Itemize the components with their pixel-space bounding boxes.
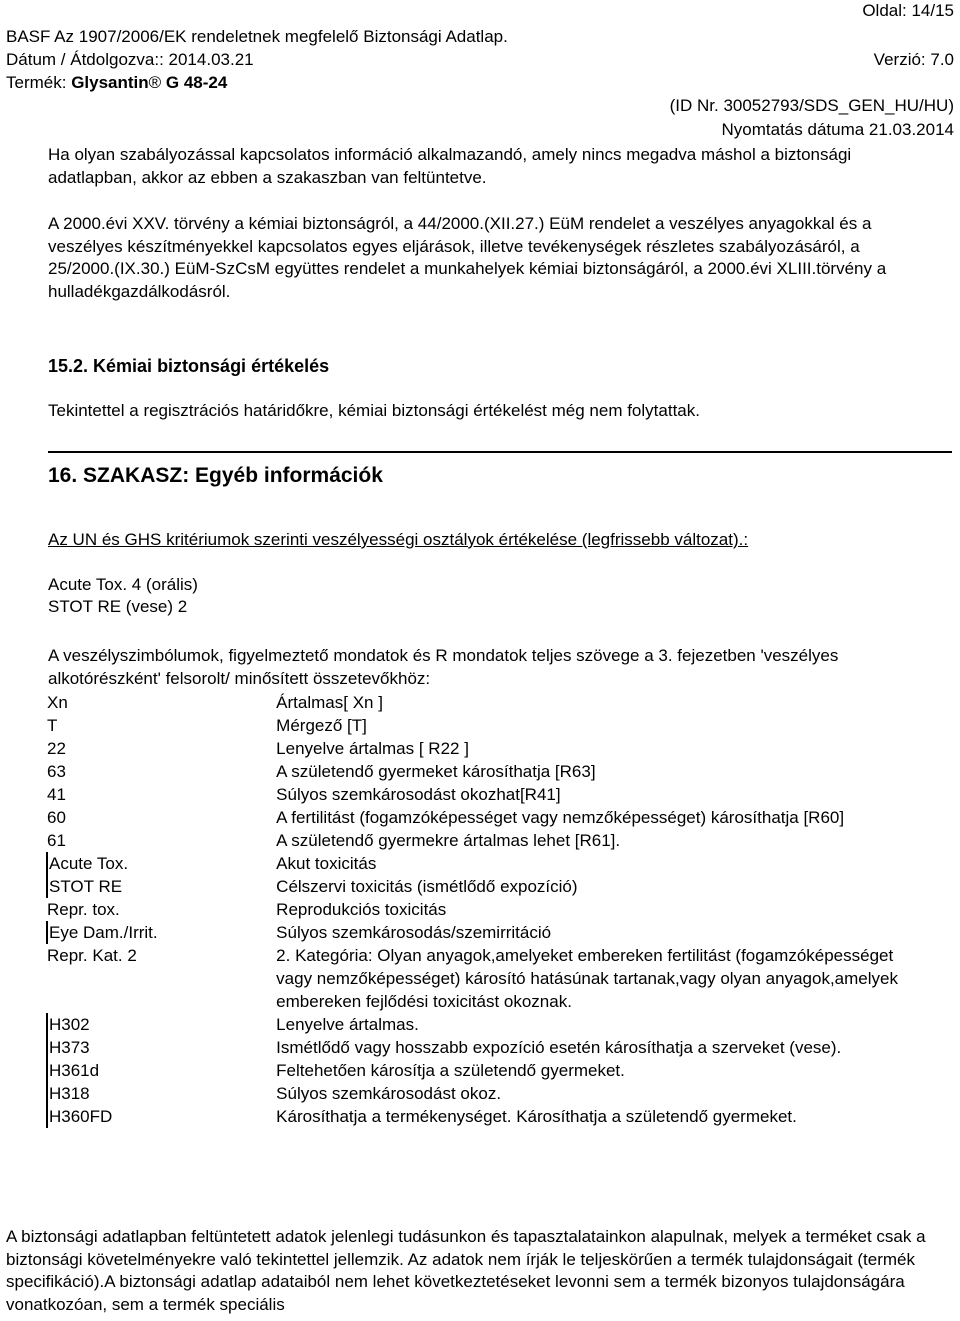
definition-code: Repr. tox. xyxy=(47,900,120,919)
header-row-id xyxy=(6,95,954,117)
definition-code: H373 xyxy=(47,1036,276,1059)
definition-code: H361d xyxy=(47,1059,276,1082)
section-15-2 xyxy=(48,355,908,422)
definition-code: Acute Tox. xyxy=(47,852,276,875)
ghs-block xyxy=(48,529,908,619)
document-id: (ID Nr. 30052793/SDS_GEN_HU/HU) xyxy=(669,96,954,115)
definition-text: Akut toxicitás xyxy=(276,854,377,873)
definition-code: 60 xyxy=(47,808,66,827)
product-suffix: G 48-24 xyxy=(161,73,228,92)
definition-code: H360FD xyxy=(47,1105,276,1128)
header-row-page xyxy=(6,0,954,22)
ghs-heading: Az UN és GHS kritériumok szerinti veszélyességi osztályok értékelése (legfrissebb változat).: xyxy=(48,530,749,549)
definitions-block xyxy=(46,691,906,1128)
definition-text: Feltehetően károsítja a születendő gyermeket. xyxy=(276,1061,625,1080)
definition-text: Célszervi toxicitás (ismétlődő expozíció) xyxy=(276,877,578,896)
definition-text: Súlyos szemkárosodás/szemirritáció xyxy=(276,923,552,942)
definition-text: A születendő gyermeket károsíthatja [R63] xyxy=(276,762,596,781)
full-text-intro: A veszélyszimbólumok, figyelmeztető mondatok és R mondatok teljes szövege a 3. fejezetben 'veszélyes alkotórészként' felsorolt/ minősített összetevőkhöz: xyxy=(48,646,839,688)
definition-text: Lenyelve ártalmas. xyxy=(276,1015,419,1034)
definition-text: A fertilitást (fogamzóképességet vagy nemzőképességet) károsíthatja [R60] xyxy=(276,808,845,827)
definition-text: Súlyos szemkárosodást okozhat[R41] xyxy=(276,785,561,804)
definition-row xyxy=(47,783,905,806)
definition-code: Repr. Kat. 2 xyxy=(47,946,137,965)
definition-row xyxy=(47,921,905,944)
definition-row xyxy=(47,1036,905,1059)
version: Verzió: 7.0 xyxy=(873,50,954,69)
definition-text: Ismétlődő vagy hosszabb expozíció esetén károsíthatja a szerveket (vese). xyxy=(276,1038,842,1057)
section-16-title: 16. SZAKASZ: Egyéb információk xyxy=(48,464,383,487)
registered-mark-icon: ® xyxy=(148,73,162,92)
definition-row xyxy=(47,1013,905,1036)
definition-row xyxy=(47,852,905,875)
definition-row xyxy=(47,944,905,1013)
definition-code: Eye Dam./Irrit. xyxy=(47,921,276,944)
ghs-classification-1: Acute Tox. 4 (orális) xyxy=(48,574,198,594)
header-row-product xyxy=(6,72,954,94)
definition-text: Reprodukciós toxicitás xyxy=(276,900,447,919)
section-15-2-text: Tekintettel a regisztrációs határidőkre, kémiai biztonsági értékelést még nem folytattak. xyxy=(48,400,700,420)
revision-date: Dátum / Átdolgozva:: 2014.03.21 xyxy=(6,50,254,69)
definition-row xyxy=(47,875,905,898)
header-row-date xyxy=(6,49,954,71)
definition-text: A születendő gyermekre ártalmas lehet [R61]. xyxy=(276,831,621,850)
header-row-title xyxy=(6,26,954,48)
definition-row xyxy=(47,829,905,852)
definition-code: 41 xyxy=(47,785,66,804)
ghs-classification-2: STOT RE (vese) 2 xyxy=(48,597,188,616)
definition-code: 22 xyxy=(47,739,66,758)
product-name: Glysantin xyxy=(71,73,149,92)
definition-row xyxy=(47,1059,905,1082)
definition-text: Súlyos szemkárosodást okoz. xyxy=(276,1084,502,1103)
definition-row xyxy=(47,714,905,737)
definition-row xyxy=(47,1082,905,1105)
full-text-block xyxy=(48,645,908,690)
laws-block xyxy=(48,213,908,303)
definition-row xyxy=(47,737,905,760)
definition-code: STOT RE xyxy=(47,875,276,898)
definition-text: Károsíthatja a termékenységet. Károsíthatja a születendő gyermeket. xyxy=(276,1107,797,1126)
section-15-2-title: 15.2. Kémiai biztonsági értékelés xyxy=(48,356,330,376)
laws-paragraph: A 2000.évi XXV. törvény a kémiai biztonságról, a 44/2000.(XII.27.) EüM rendelet a veszélyes anyagokkal és a veszélyes készítményekkel kapcsolatos egyes eljárások, illetve tevékenységek részletes szabályozásáról, a 25/2000.(IX.30.) EüM-SzCsM együttes rendelet a munkahelyek kémiai biztonságáról, a 2000.évi XLIII.törvény a hulladékgazdálkodásról. xyxy=(48,214,887,301)
definition-row xyxy=(47,760,905,783)
definition-text: Ártalmas[ Xn ] xyxy=(276,693,383,712)
header-row-print-date xyxy=(6,119,954,141)
product-line xyxy=(6,72,227,94)
page-number: Oldal: 14/15 xyxy=(862,1,954,20)
definition-text: 2. Kategória: Olyan anyagok,amelyeket embereken fertilitást (fogamzóképességet vagy nemzőképességet) károsító hatásúnak tartanak,vagy olyan anyagok,amelyek embereken fejlődési toxicitást okoznak. xyxy=(276,946,898,1011)
section-16 xyxy=(48,465,908,488)
intro-block xyxy=(48,144,908,189)
definition-text: Lenyelve ártalmas [ R22 ] xyxy=(276,739,469,758)
product-prefix: Termék: xyxy=(6,73,72,92)
definition-code: Xn xyxy=(47,693,68,712)
definition-row xyxy=(47,898,905,921)
definition-text: Mérgező [T] xyxy=(276,716,367,735)
definition-code: H318 xyxy=(47,1082,276,1105)
disclaimer-text: A biztonsági adatlapban feltüntetett adatok jelenlegi tudásunkon és tapasztalatainkon alapulnak, melyek a terméket csak a biztonsági követelményekre való tekintettel jellemzik. Az adatok nem írják le teljeskörűen a termék tulajdonságait (termék specifikáció).A biztonsági adatlap adataiból nem lehet következtetéseket levonni sem a termék bizonyos tulajdonságára vonatkozóan, sem a termék speciális xyxy=(6,1227,926,1314)
definition-code: 63 xyxy=(47,762,66,781)
print-date: Nyomtatás dátuma 21.03.2014 xyxy=(721,120,954,139)
section-divider xyxy=(48,451,952,453)
document-title: BASF Az 1907/2006/EK rendeletnek megfelelő Biztonsági Adatlap. xyxy=(6,27,508,46)
intro-paragraph: Ha olyan szabályozással kapcsolatos információ alkalmazandó, amely nincs megadva máshol a biztonsági adatlapban, akkor az ebben a szakaszban van feltüntetve. xyxy=(48,145,852,187)
disclaimer-block xyxy=(6,1226,946,1316)
definition-code: 61 xyxy=(47,831,66,850)
definition-row xyxy=(47,691,905,714)
definition-code: T xyxy=(47,716,58,735)
definition-row xyxy=(47,1105,905,1128)
definitions-table xyxy=(46,691,906,1128)
definition-row xyxy=(47,806,905,829)
definition-code: H302 xyxy=(47,1013,276,1036)
